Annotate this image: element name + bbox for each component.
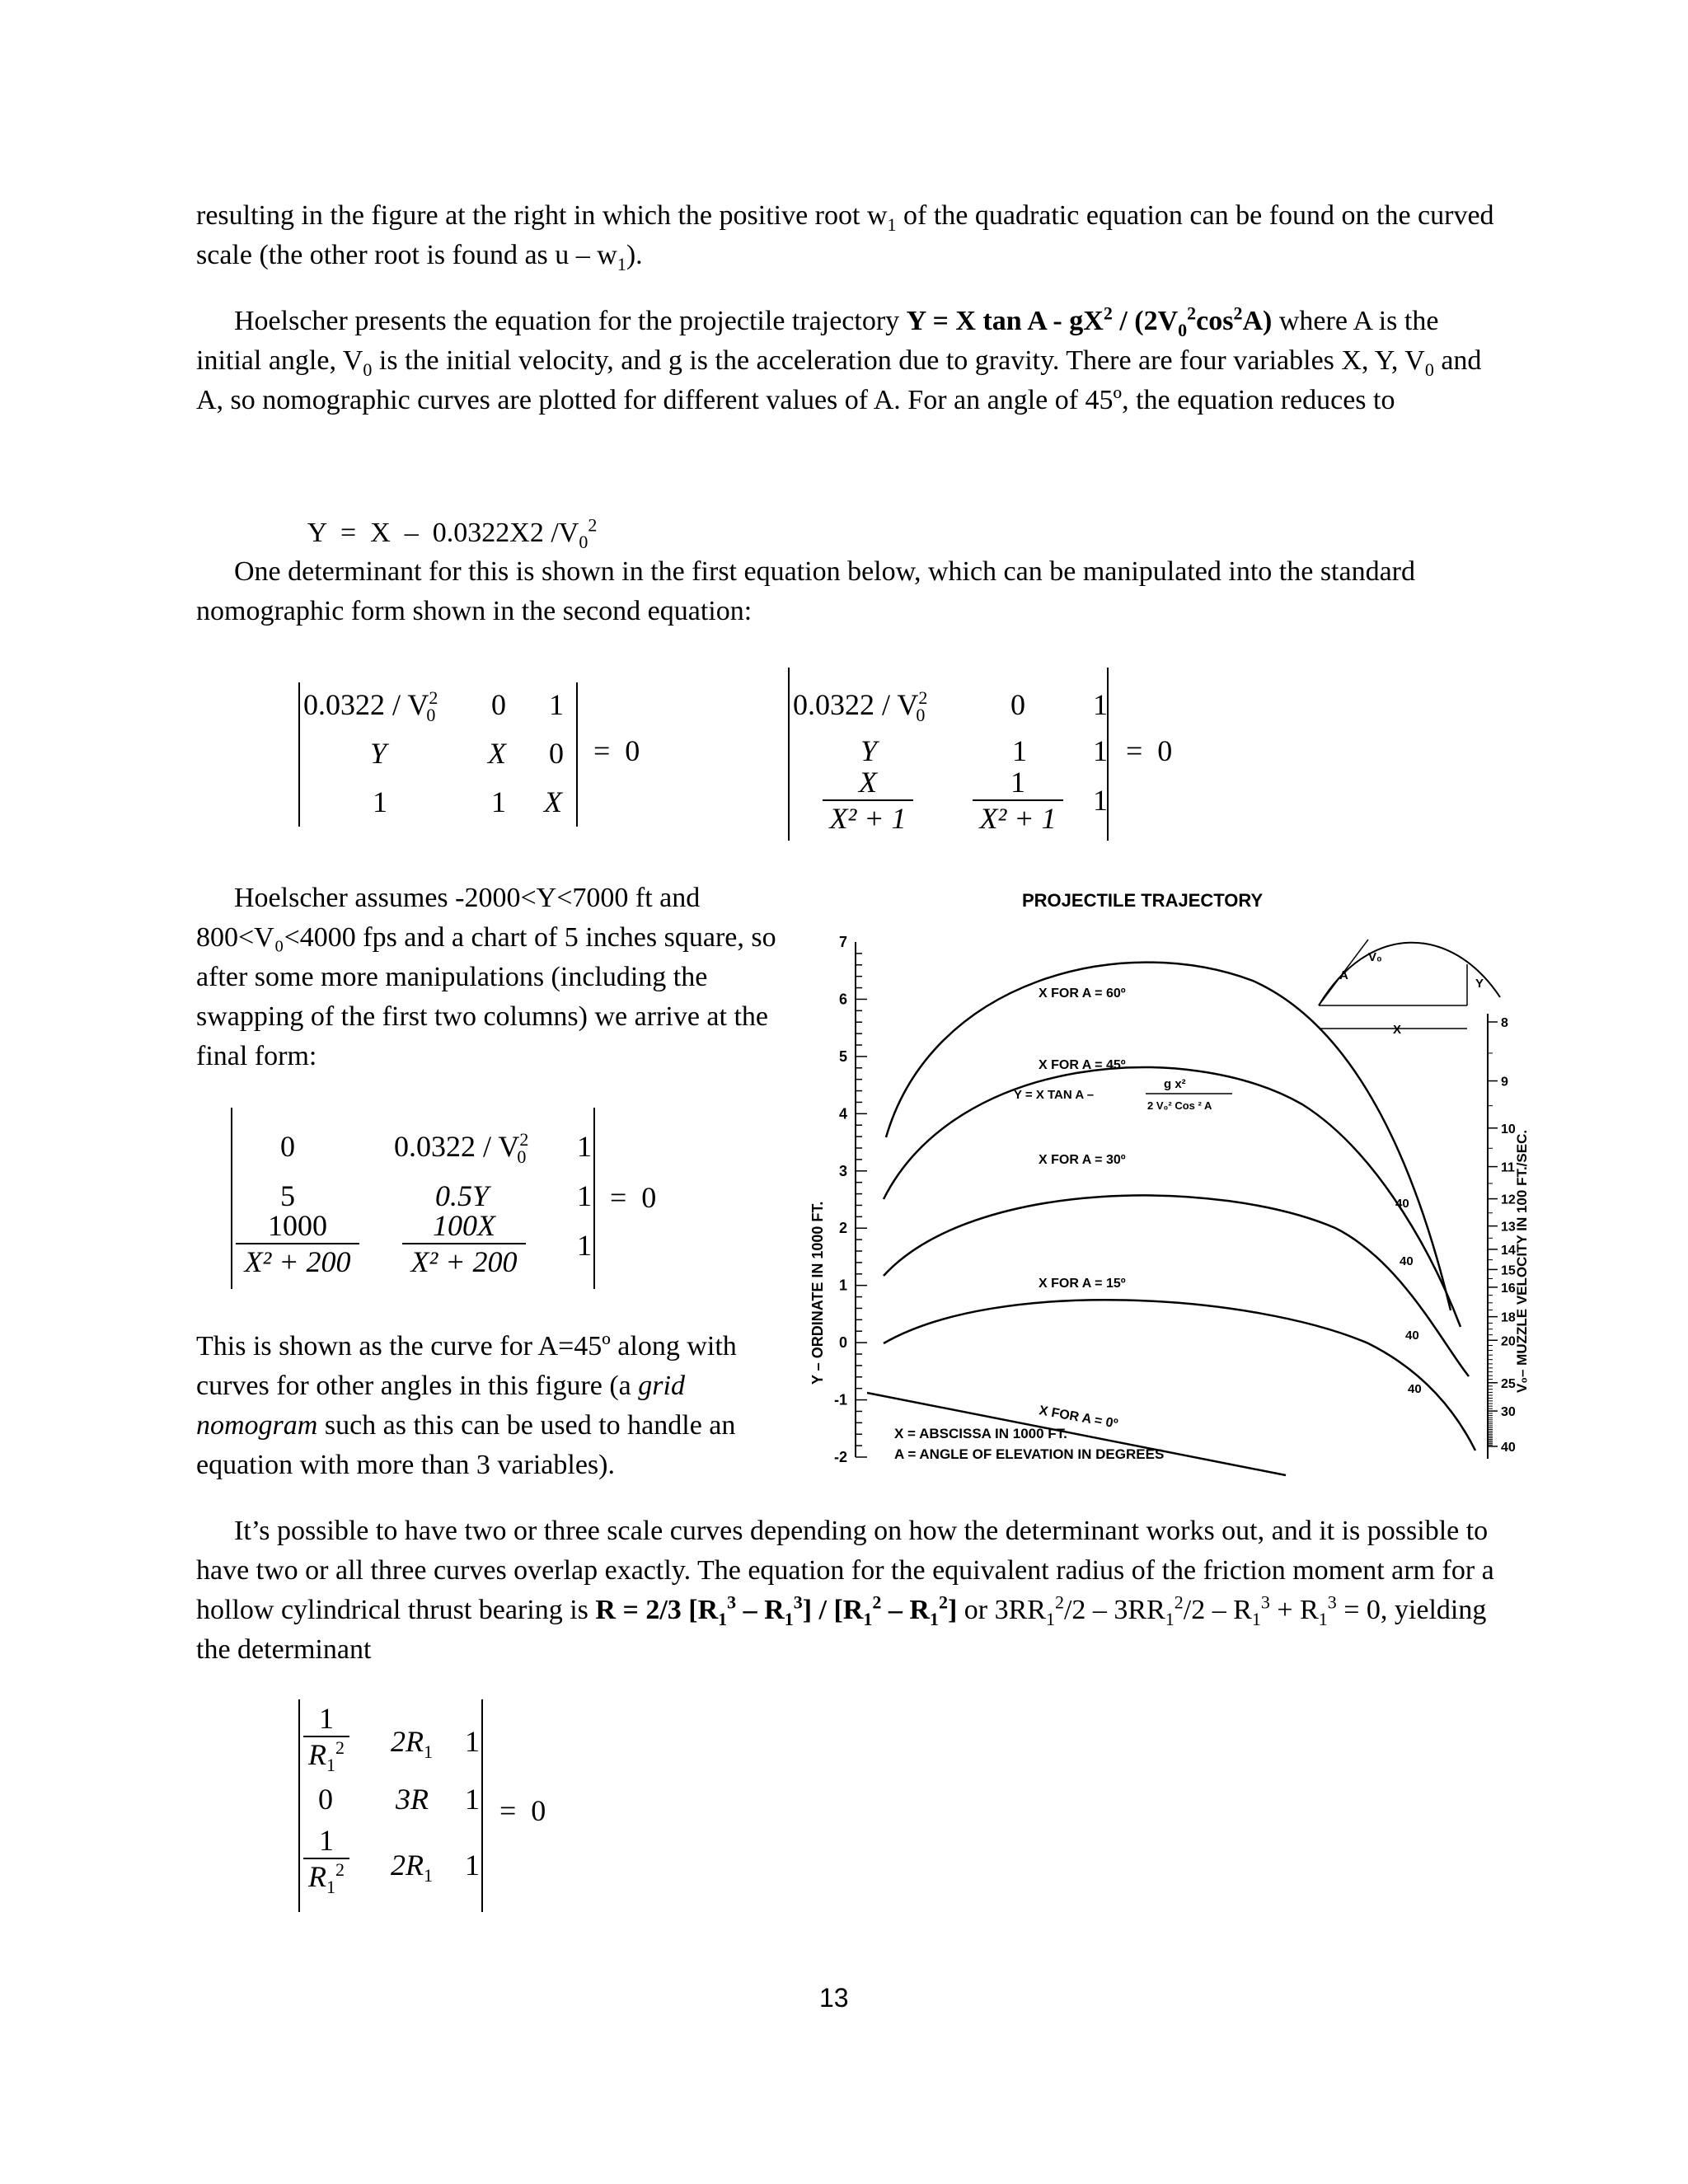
- inset-label: Y: [1475, 977, 1484, 991]
- y-axis: [834, 934, 867, 1465]
- paragraph-grid-nomogram: This is shown as the curve for A=45º along with curves for other angles in this figure (a grid nomogram such as this can be used to handle an equation with more than 3 variables).: [196, 1331, 737, 1480]
- velocity-tick-label: 18: [1501, 1310, 1516, 1325]
- curve-end-label: 40: [1400, 1254, 1414, 1268]
- legend-angle: A = ANGLE OF ELEVATION IN DEGREES: [894, 1446, 1165, 1462]
- velocity-tick-label: 15: [1501, 1263, 1516, 1278]
- velocity-axis: [1488, 1014, 1516, 1459]
- y-axis-label: Y – ORDINATE IN 1000 FT.: [809, 1201, 826, 1385]
- equals-zero-3: = 0: [610, 1181, 657, 1214]
- velocity-tick-label: 40: [1501, 1441, 1516, 1455]
- velocity-tick-label: 25: [1501, 1376, 1516, 1391]
- equals-zero: = 0: [593, 734, 640, 767]
- determinant-final: 0 $0.0322 / V^2_0$ 1 5 0.5Y 1 $\frac{1000}{\text{X² + 200}}$ $\frac{100X}{\text{X² + 200}}$ 1: [231, 1108, 595, 1289]
- trajectory-curve-label: X FOR A = 45º: [1039, 1058, 1126, 1072]
- y-tick-label: 5: [838, 1047, 847, 1065]
- velocity-tick-label: 14: [1501, 1243, 1516, 1258]
- velocity-tick-label: 8: [1501, 1016, 1508, 1030]
- paragraph-determinant-intro: One determinant for this is shown in the first equation below, which can be manipulated into the standard nomographic form shown in the second equation:: [196, 556, 1415, 626]
- equals-zero-2: = 0: [1126, 734, 1173, 767]
- velocity-tick-label: 30: [1501, 1405, 1516, 1420]
- equation-45-degrees: Y = X – 0.0322X2 $/V_0^2$: [307, 514, 598, 552]
- inset-label: X: [1393, 1023, 1402, 1037]
- equals-zero-4: = 0: [499, 1794, 546, 1827]
- determinant-bearing: $\frac{1}{R_1^2}$ $2R_1$ 1 0 3R 1 $\frac{1}{R_1^2}$ $2R_1$ 1: [298, 1699, 483, 1912]
- paragraph-thrust-bearing: It’s possible to have two or three scale curves depending on how the determinant works out, and it is possible to have two or all three curves overlap exactly. The equation for the equivalent radius of the friction moment arm for a hollow cylindrical thrust bearing is R = 2/3 $[R_1^3 - R_1^3] / [R_1^2 - R_1^2]$ or $3RR_1^2/2 - 3RR_1^2/2 - R_1^3 + R_1^3 = 0$, yielding the determinant: [196, 1516, 1494, 1665]
- velocity-tick-label: 12: [1501, 1193, 1516, 1207]
- determinant-1: $0.0322 / V^2_0$ 0 1 Y X 0 1 1 X: [298, 682, 578, 827]
- y-tick-label: 1: [838, 1277, 847, 1294]
- formula-denominator: 2 V₀² Cos ² A: [1147, 1099, 1212, 1112]
- curve-end-label: 40: [1408, 1382, 1422, 1396]
- y-tick-label: 6: [838, 991, 847, 1008]
- projectile-trajectory-chart: [791, 882, 1533, 1483]
- chart-title: PROJECTILE TRAJECTORY: [1022, 890, 1264, 911]
- trajectory-inset-diagram: [1319, 940, 1500, 1037]
- paragraph-assumptions: Hoelscher assumes -2000<Y<7000 ft and 800<V₀<4000 fps and a chart of 5 inches square, so after some more manipulations (including the swapping of the first two columns) we arrive at the final form:: [196, 883, 776, 1071]
- inset-label: A: [1339, 968, 1348, 982]
- formula-lhs: Y = X TAN A –: [1014, 1088, 1095, 1102]
- y-tick-label: 3: [838, 1162, 847, 1179]
- velocity-tick-label: 11: [1501, 1160, 1515, 1175]
- trajectory-curve-label: X FOR A = 60º: [1039, 987, 1126, 1001]
- page-number: 13: [819, 1983, 849, 2013]
- velocity-tick-label: 10: [1501, 1122, 1516, 1137]
- trajectory-curves: [867, 963, 1475, 1475]
- trajectory-curve: [886, 963, 1451, 1310]
- velocity-tick-label: 20: [1501, 1334, 1516, 1349]
- velocity-tick-label: 13: [1501, 1220, 1516, 1235]
- trajectory-curve-label: X FOR A = 0º: [1038, 1404, 1119, 1432]
- paragraph-quadratic-root: resulting in the figure at the right in which the positive root $w_1$ of the quadratic equation can be found on the curved scale (the other root is found as u – $w_1$).: [196, 200, 1494, 274]
- inset-label: V₀: [1368, 950, 1382, 964]
- curve-end-label: 40: [1405, 1329, 1419, 1343]
- y-tick-label: 0: [838, 1334, 847, 1352]
- curve-end-label: 40: [1395, 1197, 1409, 1211]
- y-tick-label: -1: [833, 1391, 847, 1408]
- trajectory-formula: [1014, 1077, 1232, 1112]
- y-tick-label: 7: [838, 934, 847, 950]
- velocity-tick-label: 16: [1501, 1281, 1516, 1296]
- legend-abscissa: X = ABSCISSA IN 1000 FT.: [894, 1426, 1067, 1441]
- paragraph-trajectory-equation: Hoelscher presents the equation for the projectile trajectory Y = X tan A - $gX^2 / (2V_0^2\cos^2A)$ where A is the initial angle, $V_0$ is the initial velocity, and g is the acceleration due to gravity. There are four variables X, Y, $V_0$ and A, so nomographic curves are plotted for different values of A. For an angle of 45º, the equation reduces to: [196, 302, 1482, 415]
- trajectory-curve-label: X FOR A = 30º: [1039, 1153, 1126, 1167]
- y-tick-label: 4: [838, 1105, 847, 1122]
- y-tick-label: -2: [833, 1449, 847, 1465]
- trajectory-curve-label: X FOR A = 15º: [1039, 1277, 1126, 1291]
- formula-numerator: g x²: [1164, 1077, 1186, 1091]
- velocity-axis-label: V₀– MUZZLE VELOCITY IN 100 FT./SEC.: [1514, 1129, 1530, 1393]
- y-tick-label: 2: [838, 1220, 847, 1237]
- velocity-tick-label: 9: [1501, 1075, 1508, 1090]
- determinant-2: $0.0322 / V^2_0$ 0 1 Y 1 1 $\frac{X}{\text{X² + 1}}$ $\frac{1}{\text{X² + 1}}$ 1: [788, 668, 1109, 841]
